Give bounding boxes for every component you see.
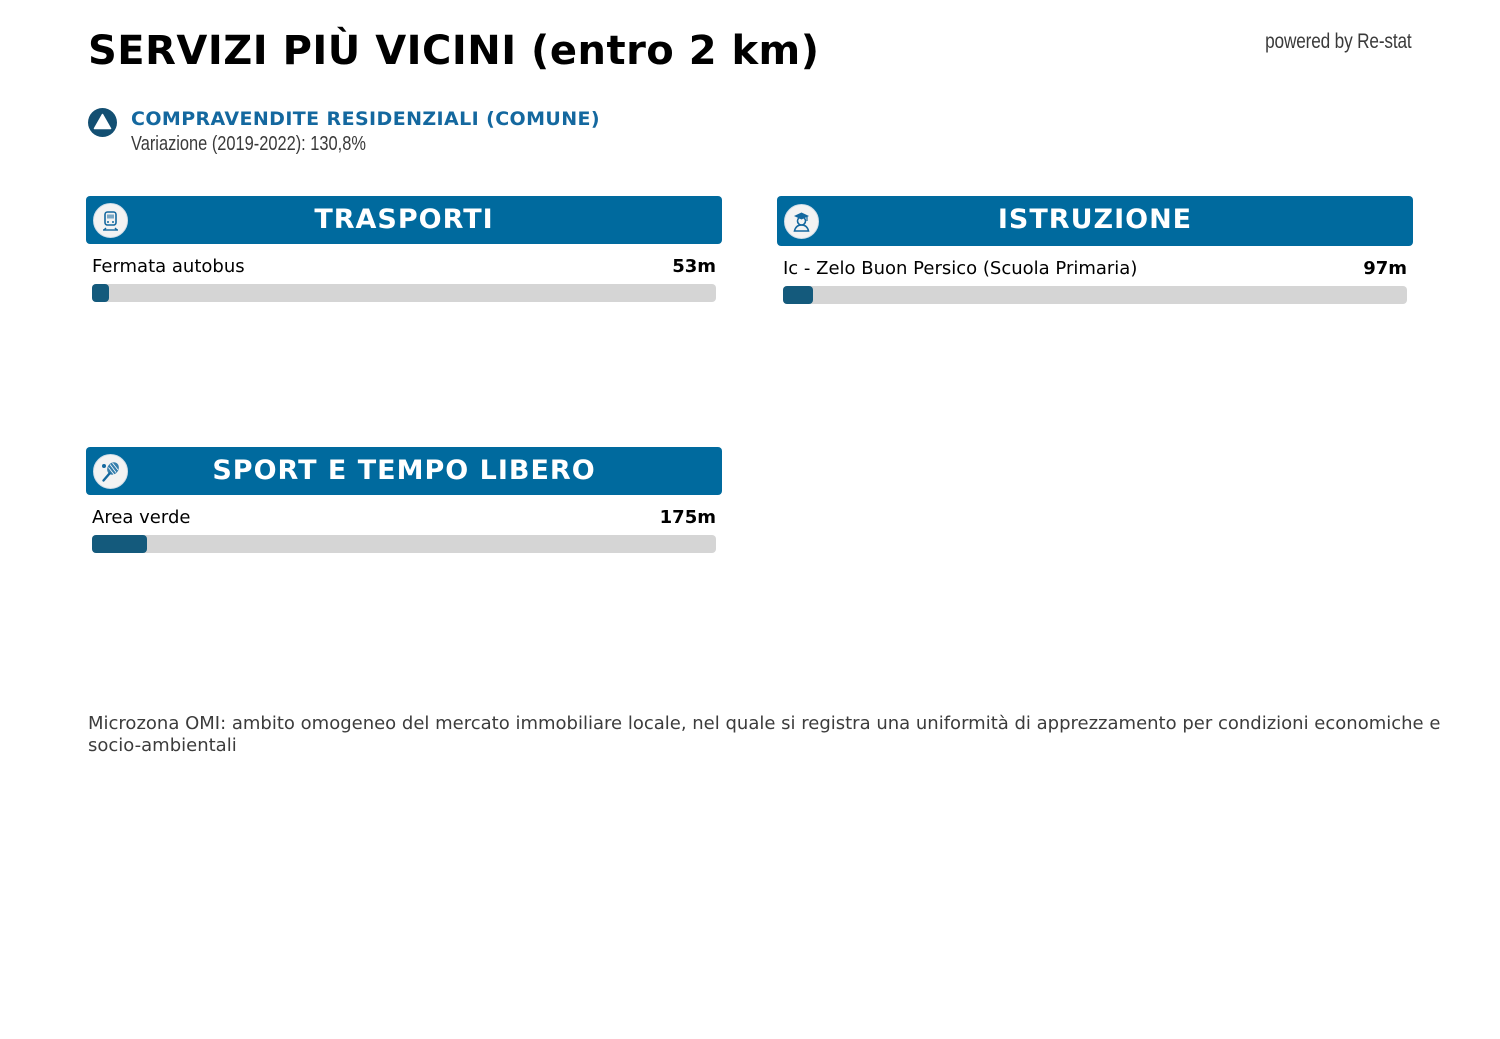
powered-by-label: powered by Re-stat: [1264, 30, 1411, 53]
category-istruzione: [777, 196, 1413, 304]
service-row: [92, 256, 716, 280]
service-distance: 97m: [1363, 258, 1407, 279]
indicator-subtitle: Variazione (2019-2022): 130,8%: [131, 133, 366, 155]
distance-bar-track: [92, 535, 716, 553]
service-name: Fermata autobus: [92, 256, 245, 277]
distance-bar-track: [92, 284, 716, 302]
category-header: [777, 196, 1413, 246]
service-row: [783, 258, 1407, 282]
triangle-up-icon: [88, 108, 117, 137]
category-trasporti: [86, 196, 722, 302]
category-sport-tempo-libero: [86, 447, 722, 553]
category-header: [86, 447, 722, 495]
category-title: SPORT E TEMPO LIBERO: [212, 455, 596, 486]
distance-bar-fill: [92, 284, 109, 302]
service-row: [92, 507, 716, 531]
distance-bar-fill: [92, 535, 147, 553]
service-distance: 53m: [672, 256, 716, 277]
distance-bar-track: [783, 286, 1407, 304]
footnote: Microzona OMI: ambito omogeneo del mercato immobiliare locale, nel quale si registra una uniformità di apprezzamento per condizioni economiche e socio-ambientali: [88, 713, 1441, 756]
service-name: Ic - Zelo Buon Persico (Scuola Primaria): [783, 258, 1138, 279]
service-name: Area verde: [92, 507, 191, 528]
indicator-title: COMPRAVENDITE RESIDENZIALI (COMUNE): [131, 108, 600, 130]
page-title: SERVIZI PIÙ VICINI (entro 2 km): [88, 28, 820, 74]
service-distance: 175m: [659, 507, 716, 528]
distance-bar-fill: [783, 286, 813, 304]
category-title: ISTRUZIONE: [997, 204, 1193, 235]
category-title: TRASPORTI: [314, 204, 494, 235]
category-header: [86, 196, 722, 244]
